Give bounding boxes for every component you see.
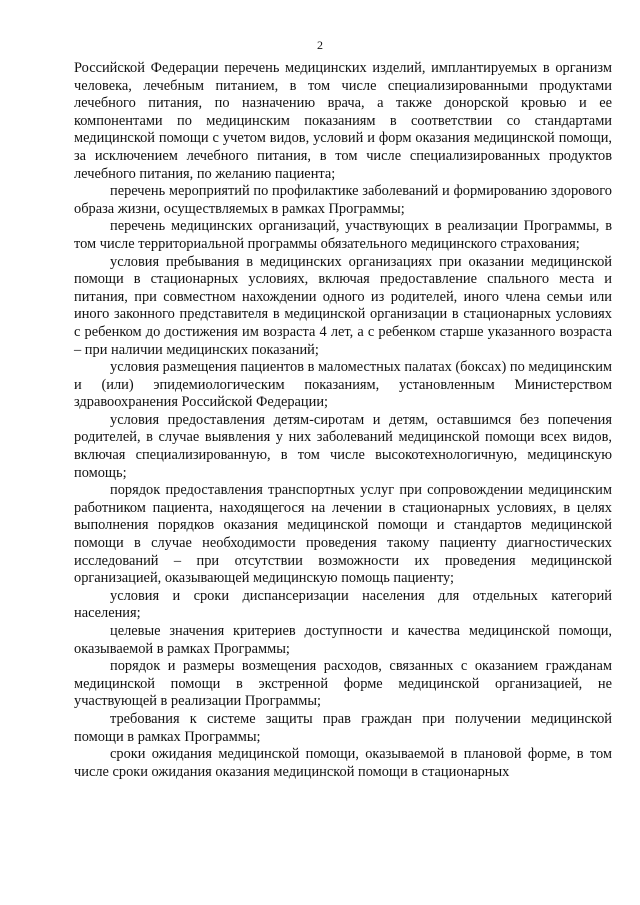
paragraph-6: условия предоставления детям-сиротам и детям, оставшимся без попечения родителей, в случае выявления у них заболеваний медицинской помощи всех видов, включая специализированную, в том числе высокотехнологичную, медицинскую помощь; xyxy=(74,411,612,481)
paragraph-3: перечень медицинских организаций, участвующих в реализации Программы, в том числе территориальной программы обязательного медицинского страхования; xyxy=(74,218,612,252)
page-number: 2 xyxy=(317,38,323,52)
paragraph-4: условия пребывания в медицинских организациях при оказании медицинской помощи в стационарных условиях, включая предоставление спального места и питания, при совместном нахождении одного из родителей, иного члена семьи или иного законного представителя в медицинской организации в стационарных условиях с ребенком до достижения им возраста 4 лет, а с ребенком старше указанного возраста – при наличии медицинских показаний; xyxy=(74,253,612,358)
paragraph-1: Российской Федерации перечень медицинских изделий, имплантируемых в организм человека, лечебным питанием, в том числе специализированными продуктами лечебного питания, по назначению врача, а также донорской кровью и ее компонентами по медицинским показаниям в соответствии со стандартами медицинской помощи с учетом видов, условий и форм оказания медицинской помощи, за исключением лечебного питания, в том числе специализированных продуктов лечебного питания, по желанию пациента; xyxy=(74,60,612,182)
paragraph-2: перечень мероприятий по профилактике заболеваний и формированию здорового образа жизни, осуществляемых в рамках Программы; xyxy=(74,183,612,217)
paragraph-11: требования к системе защиты прав граждан при получении медицинской помощи в рамках Программы; xyxy=(74,710,612,745)
paragraph-7: порядок предоставления транспортных услуг при сопровождении медицинским работником пациента, находящегося на лечении в стационарных условиях, в целях выполнения порядков оказания медицинской помощи и стандартов медицинской помощи в случае необходимости проведения такому пациенту диагностических исследований – при отсутствии возможности их проведения медицинской организацией, оказывающей медицинскую помощь пациенту; xyxy=(74,482,612,587)
paragraph-8: условия и сроки диспансеризации населения для отдельных категорий населения; xyxy=(74,587,612,622)
paragraph-5: условия размещения пациентов в маломестных палатах (боксах) по медицинским и (или) эпидемиологическим показаниям, установленным Министерством здравоохранения Российской Федерации; xyxy=(74,359,612,411)
paragraph-12: сроки ожидания медицинской помощи, оказываемой в плановой форме, в том числе сроки ожидания оказания медицинской помощи в стационарных xyxy=(74,746,612,780)
paragraph-10: порядок и размеры возмещения расходов, связанных с оказанием гражданам медицинской помощи в экстренной форме медицинской организацией, не участвующей в реализации Программы; xyxy=(74,658,612,710)
document-body xyxy=(74,60,612,781)
paragraph-9: целевые значения критериев доступности и качества медицинской помощи, оказываемой в рамках Программы; xyxy=(74,623,612,657)
